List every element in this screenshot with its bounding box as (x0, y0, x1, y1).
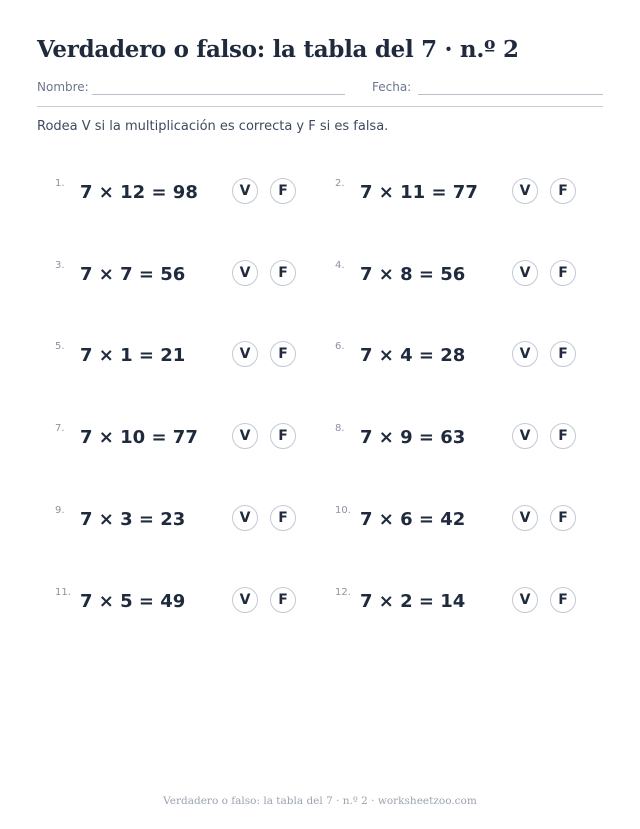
false-option[interactable]: F (550, 423, 576, 449)
instructions: Rodea V si la multiplicación es correcta y F si es falsa. (37, 119, 389, 134)
question-equation: 7 × 8 = 56 (360, 264, 466, 285)
question-number: 5. (55, 341, 65, 352)
false-option[interactable]: F (550, 341, 576, 367)
question-equation: 7 × 11 = 77 (360, 182, 478, 203)
false-option[interactable]: F (550, 178, 576, 204)
false-option[interactable]: F (270, 587, 296, 613)
question-equation: 7 × 6 = 42 (360, 509, 466, 530)
question-equation: 7 × 2 = 14 (360, 591, 466, 612)
false-option[interactable]: F (270, 178, 296, 204)
false-option[interactable]: F (550, 260, 576, 286)
question-equation: 7 × 4 = 28 (360, 345, 466, 366)
question-number: 7. (55, 423, 65, 434)
false-option[interactable]: F (270, 260, 296, 286)
false-option[interactable]: F (270, 341, 296, 367)
header-divider (37, 106, 603, 107)
question-number: 1. (55, 178, 65, 189)
true-option[interactable]: V (232, 423, 258, 449)
true-option[interactable]: V (232, 260, 258, 286)
true-option[interactable]: V (232, 587, 258, 613)
question-number: 2. (335, 178, 345, 189)
question-equation: 7 × 10 = 77 (80, 427, 198, 448)
true-option[interactable]: V (512, 587, 538, 613)
name-field[interactable] (92, 94, 345, 95)
date-field[interactable] (418, 94, 603, 95)
question-number: 11. (55, 587, 71, 598)
question-equation: 7 × 9 = 63 (360, 427, 466, 448)
page-title: Verdadero o falso: la tabla del 7 · n.º 2 (37, 36, 519, 63)
false-option[interactable]: F (270, 423, 296, 449)
true-option[interactable]: V (512, 341, 538, 367)
question-number: 6. (335, 341, 345, 352)
false-option[interactable]: F (550, 505, 576, 531)
true-option[interactable]: V (512, 505, 538, 531)
true-option[interactable]: V (512, 178, 538, 204)
question-number: 3. (55, 260, 65, 271)
false-option[interactable]: F (270, 505, 296, 531)
question-number: 8. (335, 423, 345, 434)
question-number: 4. (335, 260, 345, 271)
true-option[interactable]: V (512, 260, 538, 286)
question-equation: 7 × 3 = 23 (80, 509, 186, 530)
true-option[interactable]: V (512, 423, 538, 449)
question-equation: 7 × 7 = 56 (80, 264, 186, 285)
true-option[interactable]: V (232, 178, 258, 204)
false-option[interactable]: F (550, 587, 576, 613)
question-number: 10. (335, 505, 351, 516)
question-equation: 7 × 5 = 49 (80, 591, 186, 612)
true-option[interactable]: V (232, 505, 258, 531)
question-number: 12. (335, 587, 351, 598)
question-equation: 7 × 1 = 21 (80, 345, 186, 366)
question-number: 9. (55, 505, 65, 516)
footer-text: Verdadero o falso: la tabla del 7 · n.º 2 · worksheetzoo.com (163, 795, 477, 807)
name-label: Nombre: (37, 80, 89, 94)
true-option[interactable]: V (232, 341, 258, 367)
question-equation: 7 × 12 = 98 (80, 182, 198, 203)
date-label: Fecha: (372, 80, 412, 94)
